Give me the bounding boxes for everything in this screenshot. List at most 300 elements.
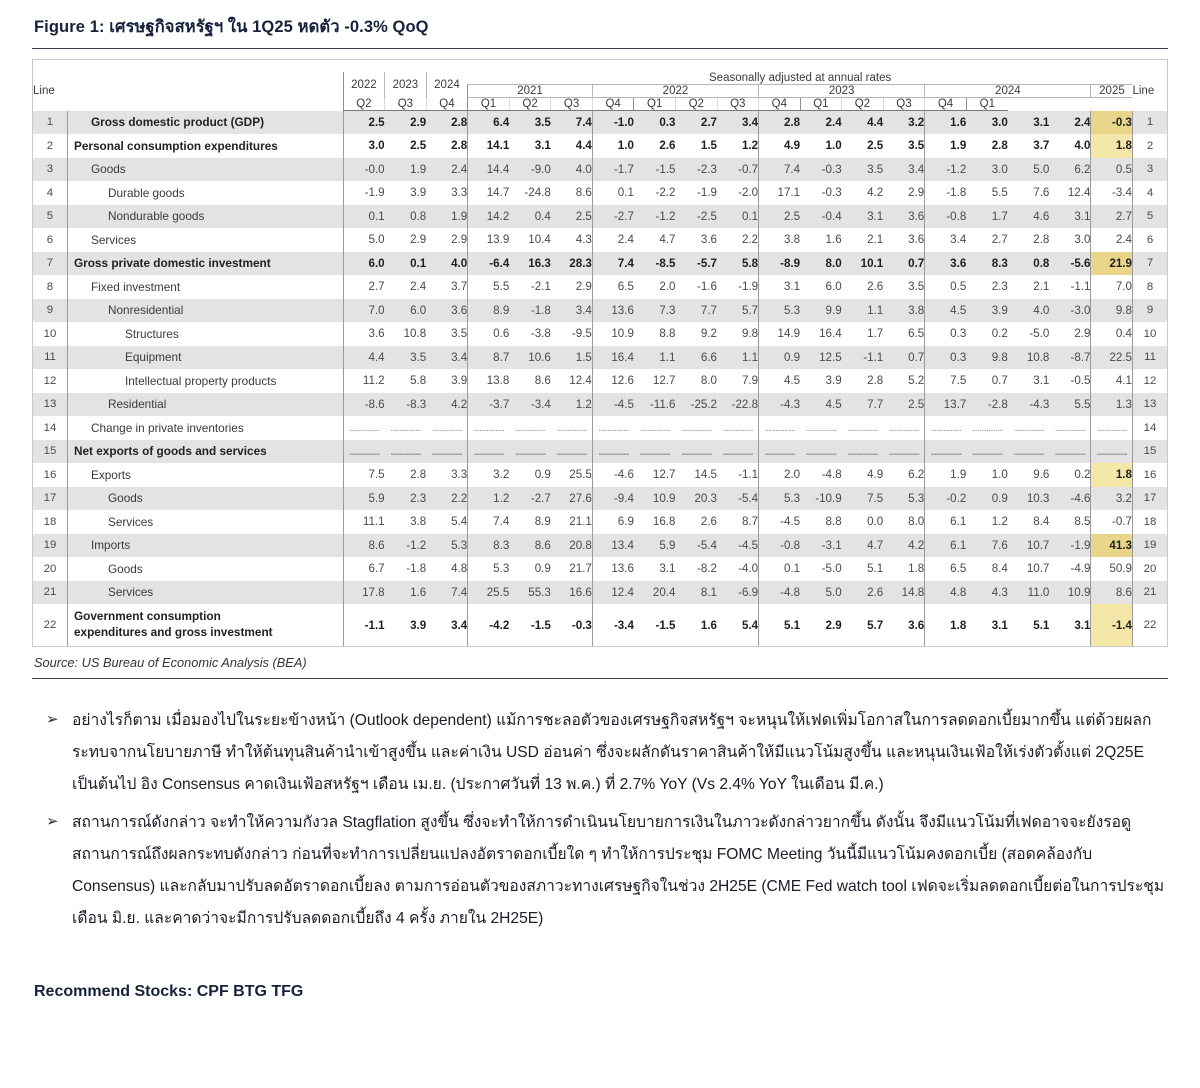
- data-cell: -4.3: [759, 393, 801, 417]
- row-line-number-right: 6: [1132, 228, 1167, 252]
- data-cell: 1.6: [925, 111, 967, 135]
- data-cell: 10.4: [528, 233, 551, 247]
- data-cell: -1.1: [738, 468, 759, 482]
- data-cell: -4.5: [759, 510, 801, 534]
- data-cell: -0.3: [800, 158, 842, 182]
- row-line-number-right: 21: [1132, 581, 1167, 605]
- data-cell: 3.1: [759, 275, 801, 299]
- not-applicable-dashes: .................: [847, 446, 878, 458]
- quarter-header-2021-Q4: Q4: [426, 98, 468, 111]
- data-cell: 50.9: [1091, 557, 1133, 581]
- data-cell: 2.9: [825, 618, 842, 632]
- data-cell: 5.0: [800, 581, 842, 605]
- data-cell: -24.8: [524, 186, 551, 200]
- table-row: [33, 111, 1167, 135]
- data-cell: 6.1: [925, 510, 967, 534]
- row-line-number-left: 4: [33, 181, 67, 205]
- row-line-number-left: 20: [33, 557, 67, 581]
- data-cell: 12.4: [569, 374, 592, 388]
- data-cell: [343, 440, 385, 464]
- row-label: Exports: [90, 467, 131, 482]
- data-cell: 8.0: [908, 515, 925, 529]
- data-cell: 3.6: [700, 233, 718, 247]
- data-cell: -3.0: [1049, 299, 1091, 323]
- recommend-stocks: Recommend Stocks: CPF BTG TFG: [34, 982, 304, 1000]
- data-cell: 4.4: [842, 111, 884, 135]
- data-cell: -0.4: [800, 205, 842, 229]
- header-sa-row: [33, 72, 1167, 85]
- row-line-number-right: 12: [1132, 369, 1167, 393]
- data-cell: 1.2: [991, 515, 1008, 529]
- data-cell: 8.6: [534, 374, 551, 388]
- title-divider: [32, 48, 1168, 49]
- data-cell: 2.4: [592, 228, 634, 252]
- data-cell: -9.5: [571, 327, 592, 341]
- data-cell: 3.4: [717, 111, 759, 135]
- bea-table-container: [32, 59, 1168, 647]
- data-cell: 2.3: [385, 487, 427, 511]
- quarter-header-2023-Q4: Q4: [759, 98, 801, 111]
- data-cell: 4.4: [575, 139, 592, 153]
- data-cell: -4.2: [468, 604, 510, 646]
- table-row: [33, 416, 1167, 440]
- not-applicable-dashes: .................: [764, 423, 795, 435]
- quarter-header-2024-Q1: Q1: [800, 98, 842, 111]
- row-label: Gross private domestic investment: [67, 252, 343, 276]
- data-cell: 5.1: [759, 604, 801, 646]
- data-cell: -1.8: [509, 299, 551, 323]
- row-label: Equipment: [67, 346, 343, 370]
- quarter-header-2022-Q3: Q3: [551, 98, 593, 111]
- data-cell: 6.4: [468, 111, 510, 135]
- data-cell: 6.6: [675, 346, 717, 370]
- data-cell: 3.3: [451, 468, 468, 482]
- data-cell: 4.3: [966, 581, 1008, 605]
- data-cell: 0.4: [509, 205, 551, 229]
- data-cell: 9.8: [1091, 299, 1133, 323]
- not-applicable-dashes: .................: [349, 423, 380, 435]
- data-cell: 2.8: [867, 374, 884, 388]
- data-cell: 5.4: [451, 515, 468, 529]
- table-row: [33, 158, 1167, 182]
- data-cell: 10.1: [842, 252, 884, 276]
- data-cell: 2.8: [426, 111, 468, 135]
- data-cell: 6.5: [925, 557, 967, 581]
- data-cell: 3.2: [468, 463, 510, 487]
- data-cell: -8.6: [343, 393, 385, 417]
- data-cell: 4.0: [551, 158, 593, 182]
- data-cell: 17.8: [343, 581, 385, 605]
- table-row: [33, 581, 1167, 605]
- data-cell: 0.7: [883, 252, 925, 276]
- data-cell: -3.4: [509, 393, 551, 417]
- data-cell: 3.0: [966, 158, 1008, 182]
- data-cell: 7.4: [759, 158, 801, 182]
- data-cell: 3.1: [1033, 374, 1050, 388]
- row-label: Nondurable goods: [67, 205, 343, 229]
- quarter-header-2021-Q2: Q2: [343, 98, 385, 111]
- data-cell: -6.9: [717, 581, 759, 605]
- data-cell: 8.5: [1074, 515, 1091, 529]
- row-line-number-right: 19: [1132, 534, 1167, 558]
- bea-gdp-table: [33, 60, 1167, 646]
- data-cell: -5.7: [675, 252, 717, 276]
- data-cell: 0.3: [925, 346, 967, 370]
- data-cell: 5.0: [1008, 158, 1050, 182]
- data-cell: 10.8: [403, 327, 427, 341]
- data-cell: 14.1: [468, 134, 510, 158]
- data-cell: 7.5: [343, 463, 385, 487]
- not-applicable-dashes: .................: [431, 446, 462, 458]
- row-line-number-right: 10: [1132, 322, 1167, 346]
- data-cell: 6.2: [1049, 158, 1091, 182]
- data-cell: -4.5: [717, 534, 759, 558]
- data-cell: 0.1: [759, 557, 801, 581]
- data-cell: 2.8: [1033, 233, 1050, 247]
- data-cell: 8.0: [700, 374, 718, 388]
- not-applicable-dashes: .................: [681, 446, 712, 458]
- data-cell: -5.6: [1049, 252, 1091, 276]
- not-applicable-dashes: .................: [639, 446, 670, 458]
- data-cell: -0.3: [1091, 111, 1133, 135]
- data-cell: 1.8: [1091, 463, 1133, 487]
- data-cell: 2.5: [551, 205, 593, 229]
- row-line-number-right: 2: [1132, 134, 1167, 158]
- data-cell: 4.2: [883, 534, 925, 558]
- row-label: Government consumption expenditures and gross investment: [73, 609, 273, 639]
- data-cell: 7.6: [1033, 186, 1050, 200]
- row-line-number-right: 15: [1132, 440, 1167, 464]
- data-cell: -1.1: [842, 346, 884, 370]
- data-cell: [385, 440, 427, 464]
- data-cell: 7.5: [925, 369, 967, 393]
- data-cell: -4.8: [759, 581, 801, 605]
- data-cell: 0.1: [717, 205, 759, 229]
- data-cell: -3.4: [592, 604, 634, 646]
- row-line-number-left: 12: [33, 369, 67, 393]
- data-cell: [1091, 416, 1133, 440]
- row-line-number-right: 16: [1132, 463, 1167, 487]
- table-header: [33, 60, 1167, 111]
- quarter-group-year-2023: 2023: [759, 85, 925, 98]
- data-cell: [551, 416, 593, 440]
- data-cell: 1.7: [867, 327, 884, 341]
- data-cell: -8.3: [385, 393, 427, 417]
- data-cell: 1.2: [551, 393, 593, 417]
- data-cell: [717, 416, 759, 440]
- not-applicable-dashes: .................: [1096, 423, 1127, 435]
- data-cell: 1.0: [825, 139, 842, 153]
- data-cell: 2.4: [800, 111, 842, 135]
- data-cell: 7.4: [468, 510, 510, 534]
- data-cell: 27.6: [551, 487, 593, 511]
- data-cell: 5.3: [759, 487, 801, 511]
- row-line-number-left: 3: [33, 158, 67, 182]
- row-line-number-right: 7: [1132, 252, 1167, 276]
- data-cell: 8.3: [966, 252, 1008, 276]
- data-cell: 14.4: [468, 158, 510, 182]
- table-row: [33, 534, 1167, 558]
- data-cell: 5.9: [634, 534, 676, 558]
- data-cell: 2.8: [991, 139, 1008, 153]
- data-cell: 3.2: [1091, 487, 1133, 511]
- data-cell: 21.1: [569, 515, 592, 529]
- data-cell: 0.9: [966, 487, 1008, 511]
- not-applicable-dashes: .................: [431, 423, 462, 435]
- not-applicable-dashes: .................: [556, 446, 587, 458]
- not-applicable-dashes: .................: [930, 446, 961, 458]
- row-line-number-left: 1: [33, 111, 67, 135]
- data-cell: 0.1: [592, 181, 634, 205]
- row-label: Services: [107, 514, 154, 529]
- data-cell: 17.1: [759, 181, 801, 205]
- data-cell: -0.3: [821, 186, 842, 200]
- not-applicable-dashes: .................: [681, 423, 712, 435]
- quarter-header-2024-Q4: Q4: [925, 98, 967, 111]
- row-line-number-right: 18: [1132, 510, 1167, 534]
- data-cell: 11.0: [1008, 581, 1050, 605]
- data-cell: 0.1: [385, 252, 427, 276]
- data-cell: 0.5: [1091, 158, 1133, 182]
- data-cell: -1.5: [634, 158, 676, 182]
- data-cell: -2.7: [509, 487, 551, 511]
- seasonally-adjusted-label: Seasonally adjusted at annual rates: [468, 72, 1133, 85]
- data-cell: -4.9: [1070, 562, 1091, 576]
- data-cell: 5.5: [991, 186, 1008, 200]
- data-cell: -8.7: [1049, 346, 1091, 370]
- data-cell: 0.9: [534, 468, 551, 482]
- not-applicable-dashes: .................: [390, 446, 421, 458]
- data-cell: 7.4: [551, 111, 593, 135]
- data-cell: 4.0: [426, 252, 468, 276]
- data-cell: 25.5: [468, 581, 510, 605]
- data-cell: 7.0: [1091, 275, 1133, 299]
- data-cell: 21.9: [1091, 252, 1133, 276]
- data-cell: 3.3: [451, 186, 468, 200]
- data-cell: 4.1: [1091, 369, 1133, 393]
- data-cell: 5.2: [908, 374, 925, 388]
- data-cell: -2.1: [530, 280, 551, 294]
- data-cell: 7.5: [842, 487, 884, 511]
- data-cell: 16.6: [551, 581, 593, 605]
- data-cell: -1.9: [1049, 534, 1091, 558]
- quarter-group-year-2021: 2021: [468, 85, 593, 98]
- data-cell: 12.7: [652, 468, 676, 482]
- data-cell: 0.0: [867, 515, 884, 529]
- data-cell: 1.0: [991, 468, 1008, 482]
- data-cell: 2.6: [867, 280, 884, 294]
- table-row: [33, 134, 1167, 158]
- data-cell: 3.0: [343, 134, 385, 158]
- data-cell: 5.7: [867, 618, 884, 632]
- not-applicable-dashes: .................: [805, 446, 836, 458]
- data-cell: [551, 440, 593, 464]
- row-line-number-left: 2: [33, 134, 67, 158]
- data-cell: 0.6: [468, 322, 510, 346]
- data-cell: 7.4: [592, 252, 634, 276]
- data-cell: 7.7: [675, 299, 717, 323]
- data-cell: -9.4: [592, 487, 634, 511]
- row-label: Fixed investment: [90, 279, 181, 294]
- data-cell: 3.2: [883, 111, 925, 135]
- data-cell: 3.0: [966, 111, 1008, 135]
- data-cell: 3.4: [551, 299, 593, 323]
- data-cell: 2.2: [426, 487, 468, 511]
- data-cell: -2.7: [592, 205, 634, 229]
- data-cell: 16.4: [592, 346, 634, 370]
- data-cell: -2.0: [738, 186, 759, 200]
- table-row: [33, 510, 1167, 534]
- data-cell: 5.9: [343, 487, 385, 511]
- data-cell: 1.6: [825, 233, 842, 247]
- data-cell: -0.8: [925, 205, 967, 229]
- not-applicable-dashes: .................: [971, 423, 1003, 435]
- data-cell: [883, 416, 925, 440]
- bullet-item: [32, 705, 1168, 801]
- not-applicable-dashes: .................: [514, 423, 546, 435]
- data-cell: 7.6: [966, 534, 1008, 558]
- data-cell: -1.8: [406, 562, 427, 576]
- data-cell: 4.2: [867, 186, 884, 200]
- data-cell: 3.5: [908, 139, 925, 153]
- data-cell: -8.2: [697, 562, 718, 576]
- data-cell: [717, 440, 759, 464]
- data-cell: 10.8: [1008, 346, 1050, 370]
- data-cell: -1.9: [738, 280, 759, 294]
- data-cell: 8.6: [1091, 581, 1133, 605]
- data-cell: 2.8: [759, 111, 801, 135]
- data-cell: 3.6: [426, 299, 468, 323]
- data-cell: [883, 440, 925, 464]
- data-cell: 13.4: [592, 534, 634, 558]
- data-cell: 4.6: [1008, 205, 1050, 229]
- data-cell: 11.1: [343, 510, 385, 534]
- not-applicable-dashes: .................: [1013, 423, 1044, 435]
- data-cell: -22.8: [717, 393, 759, 417]
- data-cell: 55.3: [509, 581, 551, 605]
- data-cell: [1091, 440, 1133, 464]
- table-row: [33, 322, 1167, 346]
- quarter-group-year-2022: 2022: [592, 85, 758, 98]
- data-cell: -10.9: [800, 487, 842, 511]
- data-cell: -5.4: [717, 487, 759, 511]
- label-column-header: [67, 72, 343, 111]
- row-line-number-left: 21: [33, 581, 67, 605]
- data-cell: 2.4: [410, 280, 427, 294]
- row-line-number-left: 5: [33, 205, 67, 229]
- data-cell: -2.8: [966, 393, 1008, 417]
- data-cell: -5.0: [821, 562, 842, 576]
- data-cell: 3.8: [883, 299, 925, 323]
- data-cell: 2.5: [410, 139, 427, 153]
- row-label: Goods: [67, 158, 343, 182]
- data-cell: [1049, 416, 1091, 440]
- data-cell: 2.7: [1091, 205, 1133, 229]
- data-cell: 1.5: [551, 346, 593, 370]
- row-line-number-right: 3: [1132, 158, 1167, 182]
- quarter-header-2023-Q3: Q3: [717, 98, 759, 111]
- data-cell: 28.3: [551, 252, 593, 276]
- data-cell: 6.0: [385, 299, 427, 323]
- data-cell: -8.5: [634, 252, 676, 276]
- data-cell: -2.5: [675, 205, 717, 229]
- data-cell: -1.2: [634, 205, 676, 229]
- data-cell: [759, 416, 801, 440]
- bullet-arrow-icon: ➢: [46, 711, 59, 728]
- bullet-arrow-icon: ➢: [46, 812, 59, 830]
- data-cell: 8.4: [1033, 515, 1050, 529]
- table-row: [33, 181, 1167, 205]
- data-cell: 1.1: [842, 299, 884, 323]
- row-label: Imports: [67, 534, 343, 558]
- data-cell: 3.9: [451, 374, 468, 388]
- data-cell: [800, 416, 842, 440]
- data-cell: 1.8: [908, 562, 925, 576]
- data-cell: -4.5: [592, 393, 634, 417]
- row-label: Net exports of goods and services: [67, 440, 343, 464]
- data-cell: 1.3: [1091, 393, 1133, 417]
- row-label: Residential: [67, 393, 343, 417]
- data-cell: 2.5: [343, 111, 385, 135]
- data-cell: 12.7: [652, 374, 676, 388]
- data-cell: 6.7: [343, 557, 385, 581]
- annual-year-header-2024: 2024: [426, 72, 468, 98]
- annual-year-header-2022: 2022: [343, 72, 385, 98]
- row-line-number-left: 18: [33, 510, 67, 534]
- data-cell: -2.2: [655, 186, 676, 200]
- table-row: [33, 228, 1167, 252]
- bullet-item: [32, 807, 1168, 935]
- data-cell: [675, 416, 717, 440]
- header-spacer-left: [33, 60, 468, 72]
- not-applicable-dashes: .................: [847, 423, 878, 435]
- data-cell: [468, 416, 510, 440]
- row-line-number-right: 14: [1132, 416, 1167, 440]
- data-cell: 3.1: [842, 205, 884, 229]
- data-cell: 4.4: [343, 346, 385, 370]
- data-cell: -0.2: [925, 487, 967, 511]
- data-cell: 3.4: [451, 618, 468, 632]
- data-cell: [634, 416, 676, 440]
- quarter-header-2021-Q3: Q3: [385, 98, 427, 111]
- data-cell: 5.3: [468, 557, 510, 581]
- data-cell: [1008, 440, 1050, 464]
- data-cell: 12.6: [592, 369, 634, 393]
- data-cell: 4.7: [659, 233, 676, 247]
- data-cell: 3.6: [908, 233, 925, 247]
- data-cell: 14.8: [883, 581, 925, 605]
- data-cell: 1.1: [717, 346, 759, 370]
- row-label: Gross domestic product (GDP): [67, 111, 343, 135]
- data-cell: 10.3: [1008, 487, 1050, 511]
- row-line-number-left: 7: [33, 252, 67, 276]
- data-cell: 4.9: [759, 134, 801, 158]
- data-cell: 3.0: [1074, 233, 1091, 247]
- data-cell: 5.8: [410, 374, 427, 388]
- data-cell: 0.3: [634, 111, 676, 135]
- table-row: [33, 487, 1167, 511]
- figure-title: Figure 1: เศรษฐกิจสหรัฐฯ ใน 1Q25 หดตัว -0.3% QoQ: [34, 18, 429, 36]
- data-cell: -1.2: [925, 158, 967, 182]
- not-applicable-dashes: .................: [556, 423, 587, 435]
- data-cell: 10.7: [1008, 534, 1050, 558]
- not-applicable-dashes: .................: [764, 446, 795, 458]
- data-cell: 2.5: [759, 205, 801, 229]
- data-cell: [385, 416, 427, 440]
- data-cell: 13.6: [592, 557, 634, 581]
- data-cell: 20.3: [675, 487, 717, 511]
- data-cell: 3.9: [966, 299, 1008, 323]
